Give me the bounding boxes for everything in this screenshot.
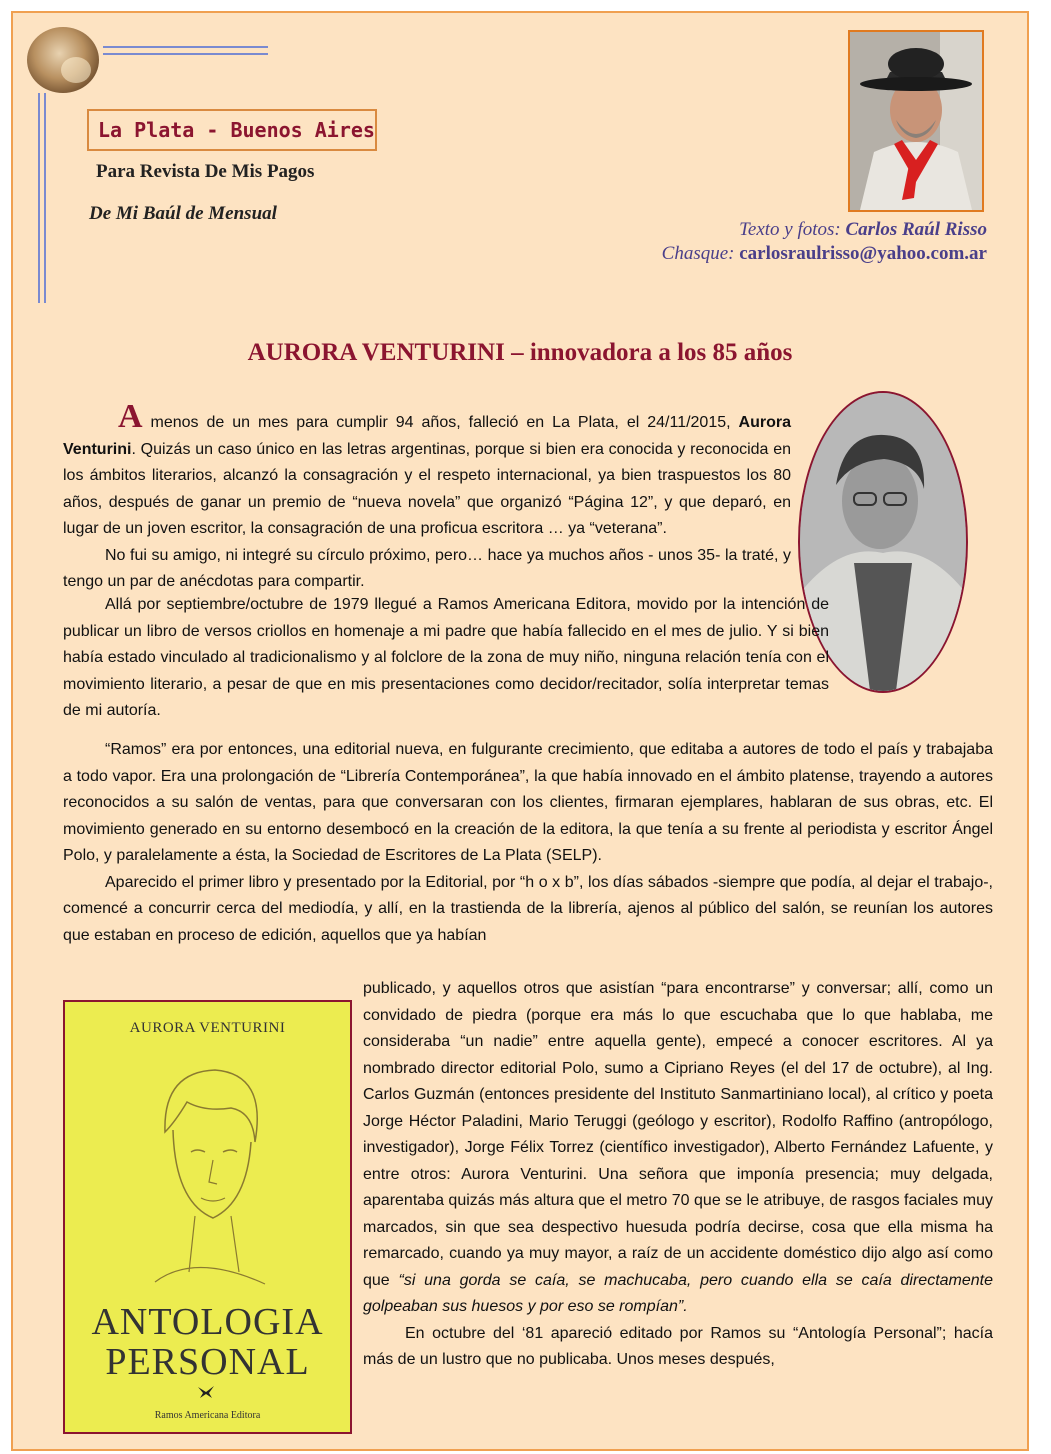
paragraph-3: Allá por septiembre/octubre de 1979 llegué a Ramos Americana Editora, movido por la intención de publicar un libro de versos criollos en homenaje a mi padre que había fallecido en el mes de julio. Y si bien había estado vinculado al tradicionalismo y al folclore de la zona de muy niño, ninguna relación tenía con el movimiento literario, a pesar de que en mis presentaciones como decidor/recitador, solía interpretar temas de mi autoría. [63,596,829,719]
header-rule [103,46,268,48]
gourd-logo-icon [27,27,99,93]
header-rule-vertical [38,93,40,303]
book-publisher: Ramos Americana Editora [154,1410,261,1421]
paragraph-1: A menos de un mes para cumplir 94 años, falleció en La Plata, el 24/11/2015, Aurora Venturini. Quizás un caso único en las letras argentinas, porque si bien era conocida y reconocida en los ámbitos literarios, alcanzó la consagración y el respeto internacional, ya bien traspuestos los 80 años, después de ganar un premio de “nueva novela” que organizó “Página 12”, y que deparó, en lugar de un joven escritor, la consagración de una proficua escritora … ya “veterana”. [63,398,791,537]
article-body-top [63,398,791,596]
drop-cap: A [118,398,143,435]
article-body-wide [63,737,993,949]
header-rule [103,53,268,55]
article-title: AURORA VENTURINI – innovadora a los 85 años [247,339,793,366]
paragraph-4: “Ramos” era por entonces, una editorial nueva, en fulgurante crecimiento, que editaba a autores de todo el país y trabajaba a todo vapor. Era una prolongación de “Librería Contemporánea”, la que había innovado en el ámbito platense, trayendo a autores reconocidos a su salón de ventas, para que conversaran con los clientes, firmaran ejemplares, hablaran de sus obras, etc. El movimiento generado en su entorno desembocó en la creación de la editora, la que tenía a su frente al periodista y escritor Ángel Polo, y paralelamente a ésta, la Sociedad de Escritores de La Plata (SELP). [63,741,993,864]
book-title: ANTOLOGIA PERSONAL [91,1301,324,1383]
paragraph-5: Aparecido el primer libro y presentado por la Editorial, por “h o x b”, los días sábados -siempre que podía, al dejar el trabajo-, comencé a concurrir cerca del mediodía, y allí, en la trastienda de la librería, ajenos al público del salón, se reunían los autores que estaban en proceso de edición, aquellos que ya habían [63,873,993,944]
header-rule-vertical [44,93,46,303]
credit-label: Texto y fotos: [739,219,846,240]
email-label: Chasque: [661,243,740,264]
location-box: La Plata - Buenos Aires [87,109,377,151]
contact-line [662,243,987,265]
article-page [11,11,1029,1451]
subject-name: Aurora Venturini [63,414,791,458]
article-body-mid [63,592,829,725]
credit-name: Carlos Raúl Risso [845,219,987,240]
quote: “si una gorda se caía, se machucaba, pero cuando ella se caía directamente golpeaban sus huesos y por eso se rompían”. [363,1271,994,1315]
paragraph-6: publicado, y aquellos otros que asistían “para encontrarse” y conversar; allí, como un convidado de piedra (porque era más lo que escuchaba que lo que hablaba, me consideraba “un nadie” entre aquella gente), empecé a conocer escritores. Al ya nombrado director editorial Polo, sumo a Cipriano Reyes (el del 17 de octubre), al Ing. Carlos Guzmán (entonces presidente del Instituto Sanmartiniano local), al crítico y poeta Jorge Héctor Paladini, Mario Teruggi (geólogo y escritor), Rodolfo Raffino (antropólogo, investigador), Jorge Félix Torrez (científico investigador), Alberto Fernández Lafuente, y entre otros: Aurora Venturini. Una señora que imponía presencia; muy delgada, aparentaba quizás más altura que el metro 70 que se le atribuye, de rasgos faciales muy marcados, sin que sea despectivo huesuda podría decirse, cosa que ella misma ha remarcado, cuando ya muy mayor, a raíz de un accidente doméstico dijo algo así como que “si una gorda se caía, se machucaba, pero cuando ella se caía directamente golpeaban sus huesos y por eso se rompían”. [363,980,994,1315]
email-address[interactable]: carlosraulrisso@yahoo.com.ar [739,243,987,264]
paragraph-2: No fui su amigo, ni integré su círculo próximo, pero… hace ya muchos años - unos 35- la traté, y tengo un par de anécdotas para compartir. [63,546,791,590]
author-photo [848,30,984,212]
paragraph-7: En octubre del ‘81 apareció editado por Ramos su “Antología Personal”; hacía más de un lustro que no publicaba. Unos meses después, [363,1324,993,1368]
section-name: De Mi Baúl de Mensual [89,203,277,224]
book-author: AURORA VENTURINI [129,1020,286,1036]
bird-emblem-icon [197,1385,215,1399]
article-body-beside-cover [363,976,993,1374]
photo-credit [739,219,987,241]
book-cover [63,1000,352,1434]
publication-name: Para Revista De Mis Pagos [96,161,315,182]
